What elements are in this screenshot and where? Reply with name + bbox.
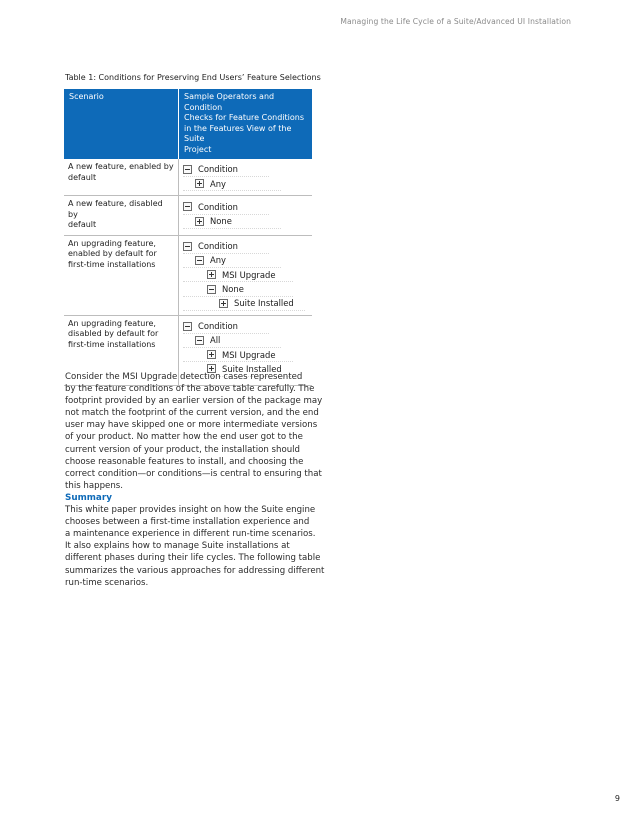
tree-cell: [179, 196, 313, 236]
tree-node-label: Any: [210, 255, 226, 266]
expand-icon[interactable]: [207, 350, 216, 359]
tree-node-suite-installed[interactable]: [183, 297, 305, 311]
expand-icon[interactable]: [207, 270, 216, 279]
collapse-icon[interactable]: [183, 322, 192, 331]
tree-node-msi-upgrade[interactable]: [183, 268, 293, 282]
tree-node-any[interactable]: [183, 177, 281, 191]
running-header: Managing the Life Cycle of a Suite/Advanced UI Installation: [340, 17, 571, 26]
body-text: [65, 371, 327, 589]
section-heading-summary: Summary: [65, 492, 112, 503]
tree-node-none[interactable]: [183, 282, 293, 296]
tree-node-label: Condition: [198, 241, 238, 252]
collapse-icon[interactable]: [183, 165, 192, 174]
tree-node-label: Suite Installed: [222, 363, 282, 374]
tree-node-condition[interactable]: [183, 320, 269, 334]
page-number: 9: [614, 794, 620, 803]
expand-icon[interactable]: [195, 179, 204, 188]
conditions-table: [64, 89, 312, 386]
condition-tree: [183, 162, 308, 191]
collapse-icon[interactable]: [207, 285, 216, 294]
tree-node-label: None: [222, 283, 244, 294]
tree-node-any[interactable]: [183, 254, 281, 268]
table-row: [64, 159, 312, 196]
table-caption: Table 1: Conditions for Preserving End Users’ Feature Selections: [65, 73, 321, 82]
tree-cell: [179, 159, 313, 196]
tree-node-label: Any: [210, 178, 226, 189]
collapse-icon[interactable]: [183, 242, 192, 251]
collapse-icon[interactable]: [195, 336, 204, 345]
header-scenario: Scenario: [64, 89, 179, 159]
tree-node-label: Condition: [198, 164, 238, 175]
tree-node-label: Suite Installed: [234, 297, 294, 308]
collapse-icon[interactable]: [183, 202, 192, 211]
table-row: [64, 196, 312, 236]
tree-node-all[interactable]: [183, 334, 281, 348]
condition-tree: [183, 199, 308, 228]
tree-node-label: MSI Upgrade: [222, 349, 276, 360]
tree-node-label: None: [210, 215, 232, 226]
tree-node-condition[interactable]: [183, 240, 269, 254]
table-row: [64, 235, 312, 315]
tree-node-condition[interactable]: [183, 200, 269, 214]
tree-node-condition[interactable]: [183, 163, 269, 177]
collapse-icon[interactable]: [195, 256, 204, 265]
body-paragraph: Consider the MSI Upgrade detection cases represented by the feature conditions of the above table carefully. The footprint provided by an earlier version of the package may not match the footprint of the current version, and the end user may have skipped one or more intermediate versions of your product. No matter how the end user got to the current version of your product, the installation should choose reasonable features to install, and choosing the correct condition—or conditions—is central to ensuring that this happens.: [65, 372, 323, 491]
header-operators: Sample Operators and Condition Checks for Feature Conditions in the Features View of the Suite Project: [179, 89, 313, 159]
scenario-cell: An upgrading feature, disabled by default for first-time installations: [64, 315, 179, 385]
body-paragraph: This white paper provides insight on how the Suite engine chooses between a first-time installation experience and a maintenance experience in different run-time scenarios. It also explains how to manage Suite installations at different phases during their life cycles. The following table summarizes the various approaches for addressing different run-time scenarios.: [65, 505, 325, 588]
tree-node-none[interactable]: [183, 215, 281, 229]
tree-node-label: Condition: [198, 201, 238, 212]
scenario-cell: A new feature, disabled by default: [64, 196, 179, 236]
condition-tree: [183, 239, 308, 311]
tree-node-label: All: [210, 335, 221, 346]
table-header-row: [64, 89, 312, 159]
expand-icon[interactable]: [219, 299, 228, 308]
tree-node-label: Condition: [198, 321, 238, 332]
tree-cell: [179, 235, 313, 315]
tree-node-msi-upgrade[interactable]: [183, 348, 293, 362]
expand-icon[interactable]: [195, 217, 204, 226]
scenario-cell: A new feature, enabled by default: [64, 159, 179, 196]
tree-node-label: MSI Upgrade: [222, 269, 276, 280]
scenario-cell: An upgrading feature, enabled by default for first-time installations: [64, 235, 179, 315]
